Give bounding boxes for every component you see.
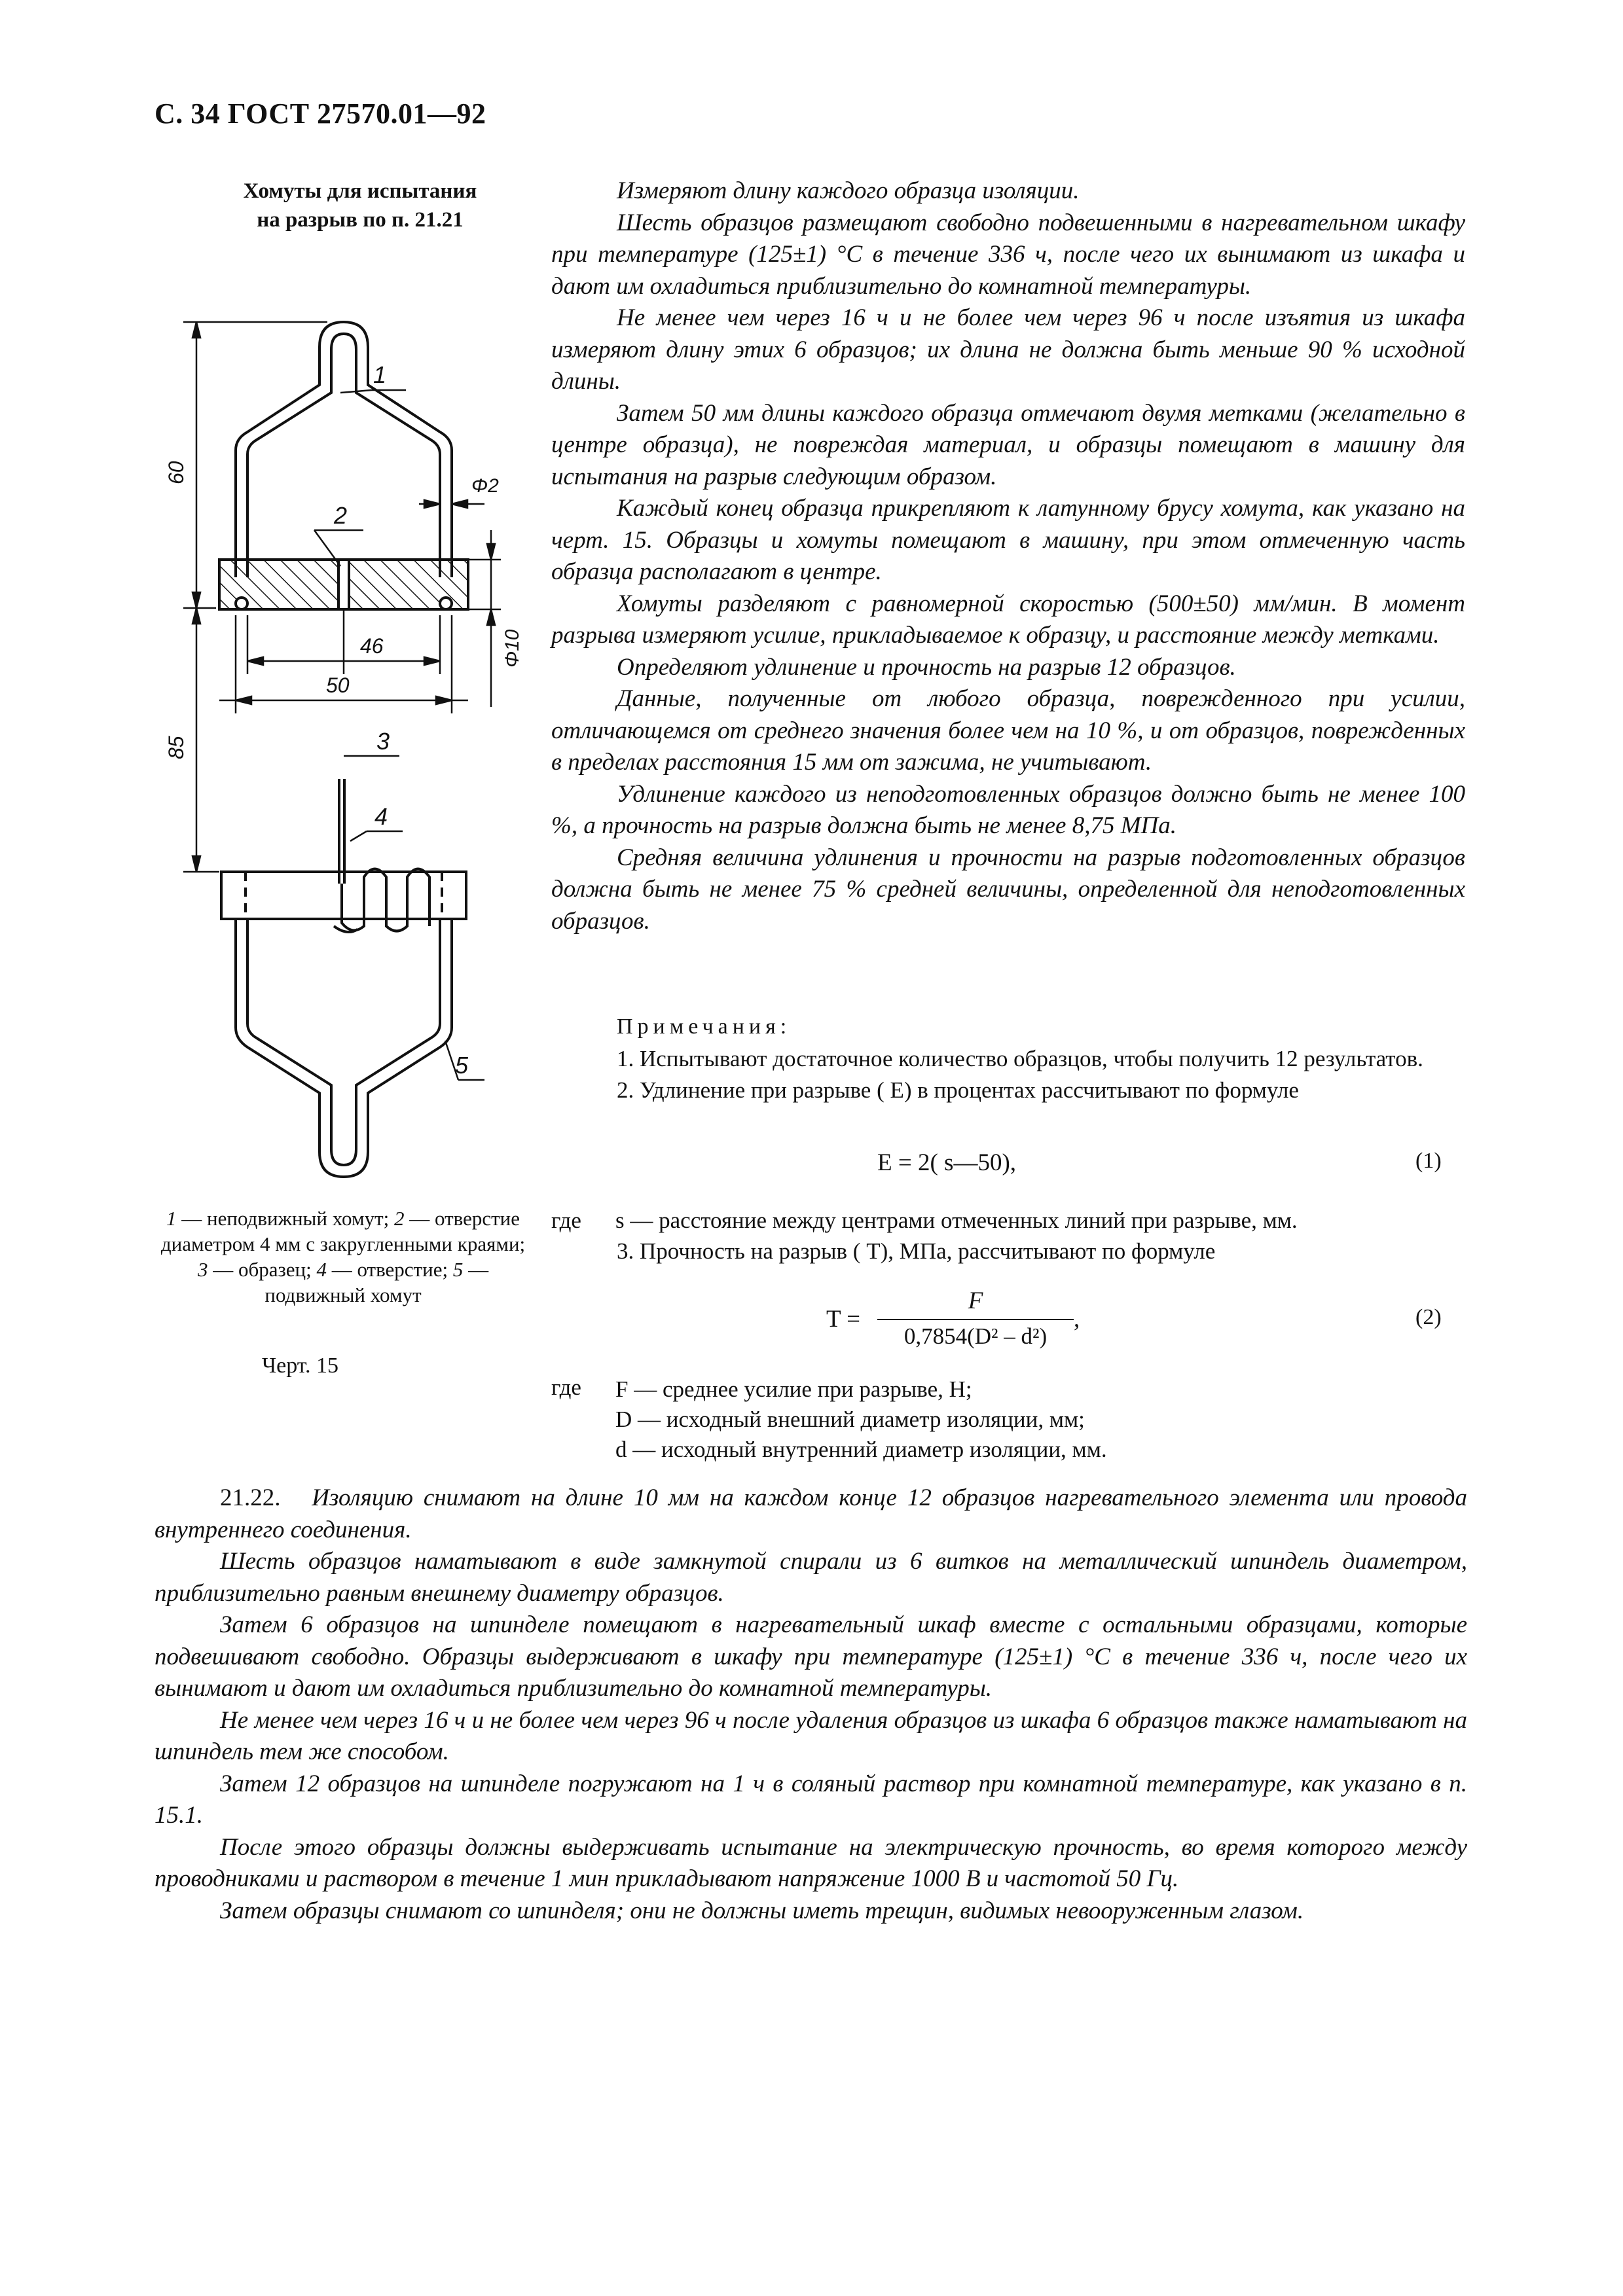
caption-text-5: — подвижный хомут [264,1258,489,1306]
paragraph: Каждый конец образца прикрепляют к латунному брусу хомута, как указано на черт. 15. Образцы и хомуты помещают в машину, при этом отмеченную часть образца располагают в центре. [551,495,1465,585]
paragraph: Определяют удлинение и прочность на разрыв 12 образцов. [617,653,1236,681]
section-paragraph: Затем 12 образцов на шпинделе погружают на 1 ч в соляный раствор при комнатной температуре, как указано в п. 15.1. [155,1770,1467,1829]
fixed-clamp-outer [236,322,452,577]
figure-title [196,177,524,234]
formula-2-numerator: F [968,1287,983,1314]
specimen-coil [342,869,429,931]
paragraph: Средняя величина удлинения и прочности на разрыв подготовленных образцов должна быть не менее 75 % средней величины, определенной для неподготовленных образцов. [551,844,1465,935]
label-phi10: Φ10 [501,629,523,668]
section-first-paragraph [155,1482,1467,1546]
where-2-item: D — исходный внешний диаметр изоляции, мм; [615,1407,1085,1432]
where-1: s — расстояние между центрами отмеченных линий при разрыве, мм. [615,1208,1298,1233]
figure-title-line2: на разрыв по п. 21.21 [257,208,464,232]
label-2: 2 [334,502,348,529]
caption-num-3: 3 [197,1258,208,1281]
section-paragraph: Не менее чем через 16 ч и не более чем через 96 ч после удаления образцов из шкафа 6 образцов также наматывают на шпиндель тем же способом. [155,1706,1467,1765]
label-60: 60 [164,461,188,484]
label-phi2: Φ2 [471,475,499,497]
clamp-drawing [144,308,550,1198]
right-column [551,175,1465,937]
formula-2-lhs: T = [826,1306,861,1333]
paragraph: Удлинение каждого из неподготовленных образцов должно быть не менее 100 %, а прочность на разрыв должна быть не менее 8,75 МПа. [551,780,1465,839]
figure-name: Черт. 15 [262,1354,339,1378]
label-46: 46 [360,634,384,658]
note-3: 3. Прочность на разрыв ( T), МПа, рассчитывают по формуле [617,1238,1216,1264]
paragraph: Данные, полученные от любого образца, поврежденного при усилии, отличающемся от среднего значения более чем на 10 %, и от образцов, поврежденных в пределах расстояния 15 мм от зажима, не учитывают. [551,685,1465,776]
formula-1: E = 2( s—50), [877,1149,1017,1176]
where-label-2: где [551,1374,581,1400]
section-paragraph: Затем 6 образцов на шпинделе помещают в нагревательный шкаф вместе с остальными образцами, которые подвешивают свободно. Образцы выдерживают в шкафу при температуре (125±1) °С в течение 336 ч, после чего их вынимают и дают им охладиться приблизительно до комнатной температуры. [155,1611,1467,1702]
where-2-list [615,1374,1107,1465]
movable-clamp-outer [236,919,452,1177]
fixed-clamp-inner [247,334,440,577]
label-1: 1 [373,361,387,388]
movable-clamp-inner [247,919,440,1165]
caption-text-4: — отверстие; [326,1258,453,1281]
note-2: 2. Удлинение при разрыве ( E) в процентах рассчитывают по формуле [617,1077,1299,1103]
section-paragraph: Шесть образцов наматывают в виде замкнутой спирали из 6 витков на металлический шпиндель диаметром, приблизительно равным внешнему диаметру образцов. [155,1548,1467,1607]
where-2-item: d — исходный внутренний диаметр изоляции, мм. [615,1437,1107,1462]
caption-text-2: — отверстие диаметром 4 мм с закругленными краями; [160,1207,526,1255]
caption-num-4: 4 [316,1258,327,1281]
caption-num-5: 5 [452,1258,464,1281]
section-paragraph: Затем образцы снимают со шпинделя; они не должны иметь трещин, видимых невооруженным глазом. [220,1897,1304,1924]
caption-text-1: — неподвижный хомут; [176,1207,394,1230]
label-3: 3 [376,728,390,755]
section-number: 21.22. [220,1484,281,1511]
fraction-line [877,1319,1074,1320]
caption-text-3: — образец; [208,1258,317,1281]
section-paragraph: После этого образцы должны выдерживать испытание на электрическую прочность, во время которого между проводниками и раствором в течение 1 мин прикладывают напряжение 1000 В и частотой 50 Гц. [155,1833,1467,1892]
formula-2-comma: , [1074,1306,1080,1333]
note-1: 1. Испытывают достаточное количество образцов, чтобы получить 12 результатов. [617,1045,1423,1071]
page-header: С. 34 ГОСТ 27570.01—92 [155,98,486,130]
formula-1-number: (1) [1415,1149,1442,1173]
formula-2-denominator: 0,7854(D² – d²) [903,1323,1048,1349]
figure-caption [160,1206,526,1308]
label-5: 5 [455,1052,469,1079]
section-first-text: Изоляцию снимают на длине 10 мм на каждом конце 12 образцов нагревательного элемента или провода внутреннего соединения. [155,1484,1467,1543]
notes-block [551,1011,1465,1107]
where-2-item: F — среднее усилие при разрыве, Н; [615,1376,972,1402]
label-4: 4 [374,803,388,830]
formula-2-number: (2) [1415,1305,1442,1329]
notes-heading: Примечания: [617,1014,792,1039]
paragraph: Измеряют длину каждого образца изоляции. [617,177,1080,204]
label-50: 50 [326,673,350,697]
paragraph: Хомуты разделяют с равномерной скоростью (500±50) мм/мин. В момент разрыва измеряют усилие, прикладываемое к образцу, и расстояние между метками. [551,590,1465,649]
paragraph: Затем 50 мм длины каждого образца отмечают двумя метками (желательно в центре образца), не повреждая материал, и образцы помещают в машину для испытания на разрыв следующим образом. [551,399,1465,490]
paragraph: Шесть образцов размещают свободно подвешенными в нагревательном шкафу при температуре (125±1) °С в течение 336 ч, после чего их вынимают из шкафа и дают им охладиться приблизительно до комнатной температуры. [551,209,1465,300]
figure-title-line1: Хомуты для испытания [243,179,477,203]
caption-num-2: 2 [393,1207,405,1230]
section-21-22 [155,1482,1467,1927]
where-label-1: где [551,1208,581,1233]
caption-num-1: 1 [166,1207,177,1230]
paragraph: Не менее чем через 16 ч и не более чем через 96 ч после изъятия из шкафа измеряют длину этих 6 образцов; их длина не должна быть меньше 90 % исходной длины. [551,304,1465,395]
label-85: 85 [164,736,188,759]
